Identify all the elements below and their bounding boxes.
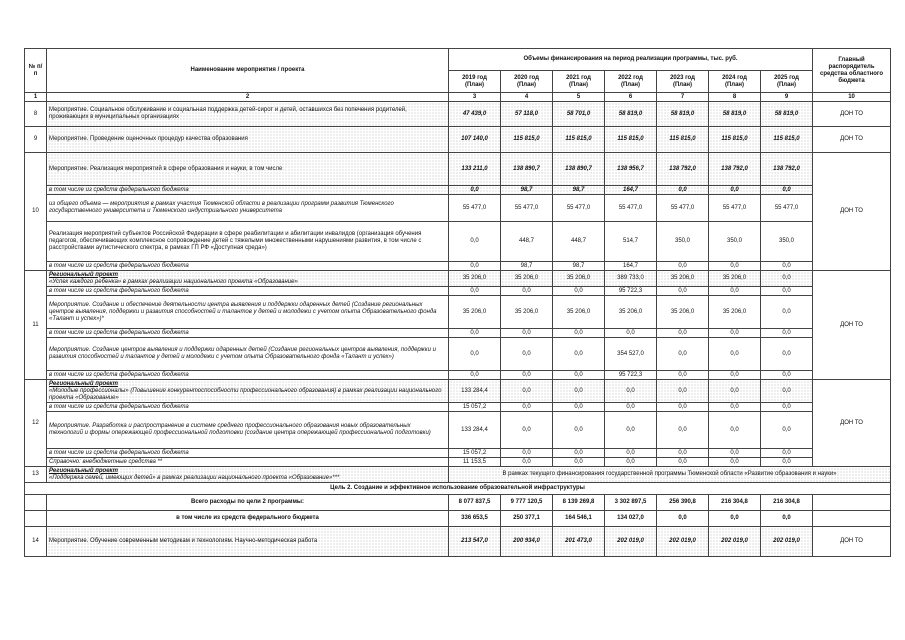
project-text: «Успех каждого ребенка» в рамках реализации национального проекта «Образование»	[49, 278, 298, 285]
value-2024: 0,0	[709, 371, 761, 380]
value-2021: 0,0	[553, 458, 605, 467]
value-2020: 0,0	[501, 287, 553, 296]
header-manager: Главный распорядитель средства областного бюджета	[813, 49, 891, 93]
col-number: 6	[605, 93, 657, 102]
value-2020: 448,7	[501, 222, 553, 262]
value-2024: 138 792,0	[709, 153, 761, 186]
value-2025: 0,0	[761, 287, 813, 296]
value-2021: 0,0	[553, 412, 605, 449]
table-row	[25, 271, 891, 287]
row-text: в том числе из средств федерального бюджета	[47, 449, 449, 458]
value-2024: 216 304,8	[709, 495, 761, 511]
value-2019: 107 140,0	[449, 127, 501, 153]
value-2019: 0,0	[449, 329, 501, 338]
value-2024: 0,0	[709, 380, 761, 403]
header-year-2023: 2023 год (План)	[657, 71, 709, 93]
value-2023: 350,0	[657, 222, 709, 262]
table-row	[25, 102, 891, 127]
value-2022: 95 722,3	[605, 287, 657, 296]
value-2024: 35 206,0	[709, 271, 761, 287]
table-row	[25, 412, 891, 449]
value-2024: 0,0	[709, 287, 761, 296]
value-2021: 8 139 269,8	[553, 495, 605, 511]
value-2021: 115 815,0	[553, 127, 605, 153]
table-row	[25, 127, 891, 153]
value-2019: 11 153,5	[449, 458, 501, 467]
row-text: в том числе из средств федерального бюджета	[47, 403, 449, 412]
value-2025: 0,0	[761, 412, 813, 449]
manager-cell: ДОН ТО	[813, 127, 891, 153]
value-2019: 8 077 837,5	[449, 495, 501, 511]
value-2020: 9 777 120,5	[501, 495, 553, 511]
value-2025: 0,0	[761, 296, 813, 329]
value-2023: 0,0	[657, 371, 709, 380]
project-text: «Молодые профессионалы» (Повышение конкурентоспособности профессионального образования) в рамках реализации национального проекта «Образование»	[49, 387, 442, 401]
total-row	[25, 495, 891, 511]
value-2025: 202 019,0	[761, 527, 813, 557]
value-2020: 138 890,7	[501, 153, 553, 186]
value-2023: 0,0	[657, 511, 709, 527]
col-number: 7	[657, 93, 709, 102]
value-2019: 0,0	[449, 338, 501, 371]
table-row	[25, 329, 891, 338]
header-year-2020: 2020 год (План)	[501, 71, 553, 93]
row-text: из общего объема — мероприятия в рамках участия Тюменской области в реализации программ развития Тюменского государственного университета и Тюменского индустриального университета	[47, 195, 449, 222]
value-2021: 98,7	[553, 186, 605, 195]
table-row	[25, 338, 891, 371]
row-number: 10	[25, 153, 47, 271]
project-title: Региональный проект	[49, 467, 118, 474]
value-2024: 0,0	[709, 403, 761, 412]
value-2021: 0,0	[553, 329, 605, 338]
value-2022: 134 027,0	[605, 511, 657, 527]
project-title: Региональный проект	[49, 380, 118, 387]
value-2023: 256 390,8	[657, 495, 709, 511]
row-number: 11	[25, 271, 47, 380]
col-number: 10	[813, 93, 891, 102]
table-row	[25, 222, 891, 262]
value-2025: 350,0	[761, 222, 813, 262]
value-2020: 250 377,1	[501, 511, 553, 527]
value-2020: 0,0	[501, 329, 553, 338]
value-2025: 0,0	[761, 449, 813, 458]
value-2024: 58 819,0	[709, 102, 761, 127]
value-2025: 216 304,8	[761, 495, 813, 511]
value-2022: 3 302 897,5	[605, 495, 657, 511]
row-text: Мероприятие. Проведение оценочных процедур качества образования	[47, 127, 449, 153]
value-2022: 354 527,0	[605, 338, 657, 371]
value-2025: 0,0	[761, 511, 813, 527]
table-row	[25, 195, 891, 222]
value-2021: 0,0	[553, 449, 605, 458]
header-num: № п/п	[25, 49, 47, 93]
value-2023: 35 206,0	[657, 296, 709, 329]
empty-cell	[813, 495, 891, 511]
value-2025: 0,0	[761, 380, 813, 403]
value-2024: 0,0	[709, 511, 761, 527]
value-2023: 0,0	[657, 262, 709, 271]
value-2020: 0,0	[501, 371, 553, 380]
col-number: 8	[709, 93, 761, 102]
row-text: Мероприятие. Разработка и распространение в системе среднего профессионального образования новых образовательных технологий и формы опережающей профессиональной подготовки (создание центра опережающей профессиональной подготовки)	[47, 412, 449, 449]
value-2023: 138 792,0	[657, 153, 709, 186]
row-text	[47, 380, 449, 403]
value-2023: 0,0	[657, 338, 709, 371]
row-text	[47, 467, 449, 483]
value-2022: 164,7	[605, 262, 657, 271]
value-2019: 15 057,2	[449, 403, 501, 412]
value-2019: 0,0	[449, 287, 501, 296]
table-row	[25, 449, 891, 458]
value-2019: 133 284,4	[449, 412, 501, 449]
row-text: в том числе из средств федерального бюджета	[47, 371, 449, 380]
value-2025: 0,0	[761, 338, 813, 371]
empty-cell	[25, 495, 47, 511]
value-2022: 0,0	[605, 403, 657, 412]
value-2021: 35 206,0	[553, 271, 605, 287]
value-2022: 202 019,0	[605, 527, 657, 557]
goal-title: Цель 2. Создание и эффективное использование образовательной инфраструктуры	[25, 483, 891, 495]
value-2024: 0,0	[709, 449, 761, 458]
value-2021: 55 477,0	[553, 195, 605, 222]
value-2023: 0,0	[657, 412, 709, 449]
value-2022: 0,0	[605, 412, 657, 449]
col-number: 9	[761, 93, 813, 102]
value-2024: 350,0	[709, 222, 761, 262]
value-2025: 58 819,0	[761, 102, 813, 127]
value-2023: 35 206,0	[657, 271, 709, 287]
value-2023: 0,0	[657, 380, 709, 403]
value-2022: 0,0	[605, 449, 657, 458]
value-2022: 35 206,0	[605, 296, 657, 329]
row-text: Мероприятие. Создание центров выявления и поддержки одаренных детей (Создание региональных центров выявления, поддержки и развития способностей и талантов у детей и молодежи с учетом опыта Образовательного фонда «Талант и успех»)	[47, 338, 449, 371]
value-2020: 98,7	[501, 186, 553, 195]
value-2019: 55 477,0	[449, 195, 501, 222]
value-2022: 164,7	[605, 186, 657, 195]
value-2025: 115 815,0	[761, 127, 813, 153]
value-2024: 55 477,0	[709, 195, 761, 222]
value-2020: 0,0	[501, 403, 553, 412]
value-2020: 0,0	[501, 458, 553, 467]
goal-row	[25, 483, 891, 495]
manager-cell: ДОН ТО	[813, 380, 891, 467]
value-2025: 138 792,0	[761, 153, 813, 186]
column-number-row	[25, 93, 891, 102]
value-2023: 0,0	[657, 458, 709, 467]
value-2024: 0,0	[709, 262, 761, 271]
row-text: в том числе из средств федерального бюджета	[47, 262, 449, 271]
table-row	[25, 296, 891, 329]
value-2024: 0,0	[709, 412, 761, 449]
value-2023: 0,0	[657, 449, 709, 458]
table-row	[25, 153, 891, 186]
table-row	[25, 380, 891, 403]
row-number: 9	[25, 127, 47, 153]
row-text: Справочно: внебюджетные средства **	[47, 458, 449, 467]
value-2023: 0,0	[657, 403, 709, 412]
table-row	[25, 467, 891, 483]
row-text: Реализация мероприятий субъектов Российской Федерации в сфере реабилитации и абилитации инвалидов (организация обучения педагогов, обеспечивающих комплексное сопровождение детей с тяжелыми множественными нарушениями развития, в том числе с расстройствами аутистического спектра, в рамках ГП РФ «Доступная среда»)	[47, 222, 449, 262]
value-2025: 55 477,0	[761, 195, 813, 222]
row-text: в том числе из средств федерального бюджета	[47, 186, 449, 195]
row-number: 12	[25, 380, 47, 467]
col-number: 1	[25, 93, 47, 102]
value-2024: 115 815,0	[709, 127, 761, 153]
value-2023: 0,0	[657, 186, 709, 195]
value-2019: 47 439,0	[449, 102, 501, 127]
value-2021: 0,0	[553, 287, 605, 296]
value-2022: 58 819,0	[605, 102, 657, 127]
value-2022: 0,0	[605, 380, 657, 403]
col-number: 3	[449, 93, 501, 102]
value-2023: 202 019,0	[657, 527, 709, 557]
value-2020: 0,0	[501, 380, 553, 403]
value-2019: 213 547,0	[449, 527, 501, 557]
value-2024: 35 206,0	[709, 296, 761, 329]
row-number: 8	[25, 102, 47, 127]
value-2020: 35 206,0	[501, 271, 553, 287]
table-row	[25, 262, 891, 271]
value-2019: 15 057,2	[449, 449, 501, 458]
manager-cell: ДОН ТО	[813, 153, 891, 271]
col-number: 5	[553, 93, 605, 102]
merged-funding-note: В рамках текущего финансирования государственной программы Тюменской области «Развитие образования и науки»	[449, 467, 891, 483]
header-year-2019: 2019 год (План)	[449, 71, 501, 93]
value-2020: 98,7	[501, 262, 553, 271]
manager-cell: ДОН ТО	[813, 271, 891, 380]
value-2021: 448,7	[553, 222, 605, 262]
value-2024: 0,0	[709, 329, 761, 338]
header-year-2025: 2025 год (План)	[761, 71, 813, 93]
value-2020: 0,0	[501, 449, 553, 458]
row-number: 14	[25, 527, 47, 557]
value-2025: 0,0	[761, 458, 813, 467]
value-2022: 389 733,0	[605, 271, 657, 287]
value-2020: 0,0	[501, 338, 553, 371]
value-2019: 35 206,0	[449, 296, 501, 329]
value-2022: 0,0	[605, 329, 657, 338]
value-2019: 0,0	[449, 186, 501, 195]
value-2023: 58 819,0	[657, 102, 709, 127]
value-2021: 138 890,7	[553, 153, 605, 186]
value-2023: 0,0	[657, 287, 709, 296]
value-2020: 200 934,0	[501, 527, 553, 557]
value-2021: 164 546,1	[553, 511, 605, 527]
table-row	[25, 458, 891, 467]
row-text: Мероприятие. Социальное обслуживание и социальная поддержка детей-сирот и детей, оставшихся без попечения родителей, проживающих в муниципальных организациях	[47, 102, 449, 127]
value-2021: 58 701,0	[553, 102, 605, 127]
value-2025: 0,0	[761, 403, 813, 412]
value-2021: 0,0	[553, 403, 605, 412]
value-2019: 133 211,0	[449, 153, 501, 186]
value-2024: 0,0	[709, 458, 761, 467]
table-row	[25, 287, 891, 296]
project-text: «Поддержка семей, имеющих детей» в рамках реализации национального проекта «Образование»***	[49, 474, 340, 481]
value-2020: 115 815,0	[501, 127, 553, 153]
value-2021: 0,0	[553, 371, 605, 380]
value-2025: 0,0	[761, 262, 813, 271]
row-text: Мероприятие. Создание и обеспечение деятельности центра выявления и поддержки одаренных детей (Создание региональных центров выявления, поддержки и развития способностей и талантов у детей и молодежи с учетом опыта Образовательного фонда «Талант и успех»)*	[47, 296, 449, 329]
table-row	[25, 403, 891, 412]
value-2020: 0,0	[501, 412, 553, 449]
value-2019: 336 653,5	[449, 511, 501, 527]
value-2025: 0,0	[761, 186, 813, 195]
total-label: Всего расходы по цели 2 программы:	[47, 495, 449, 511]
row-text: в том числе из средств федерального бюджета	[47, 287, 449, 296]
table-row	[25, 371, 891, 380]
row-text: Мероприятие. Реализация мероприятий в сфере образования и науки, в том числе	[47, 153, 449, 186]
value-2023: 115 815,0	[657, 127, 709, 153]
value-2019: 0,0	[449, 371, 501, 380]
value-2019: 133 284,4	[449, 380, 501, 403]
row-text: в том числе из средств федерального бюджета	[47, 329, 449, 338]
financing-table-sheet	[24, 48, 890, 557]
row-text	[47, 271, 449, 287]
value-2023: 55 477,0	[657, 195, 709, 222]
value-2025: 0,0	[761, 371, 813, 380]
value-2024: 202 019,0	[709, 527, 761, 557]
value-2019: 0,0	[449, 262, 501, 271]
project-title: Региональный проект	[49, 271, 118, 278]
value-2024: 0,0	[709, 186, 761, 195]
header-funding: Объемы финансирования на период реализации программы, тыс. руб.	[449, 49, 813, 71]
manager-cell: ДОН ТО	[813, 102, 891, 127]
header-year-2021: 2021 год (План)	[553, 71, 605, 93]
header-name: Наименование мероприятия / проекта	[47, 49, 449, 93]
value-2021: 98,7	[553, 262, 605, 271]
header-year-2024: 2024 год (План)	[709, 71, 761, 93]
value-2020: 35 206,0	[501, 296, 553, 329]
value-2022: 0,0	[605, 458, 657, 467]
empty-cell	[25, 511, 47, 527]
value-2022: 138 956,7	[605, 153, 657, 186]
table-row	[25, 527, 891, 557]
col-number: 4	[501, 93, 553, 102]
value-2021: 0,0	[553, 338, 605, 371]
table-row	[25, 186, 891, 195]
value-2019: 0,0	[449, 222, 501, 262]
value-2020: 55 477,0	[501, 195, 553, 222]
total-row	[25, 511, 891, 527]
value-2019: 35 206,0	[449, 271, 501, 287]
value-2022: 514,7	[605, 222, 657, 262]
value-2022: 95 722,3	[605, 371, 657, 380]
manager-cell: ДОН ТО	[813, 527, 891, 557]
value-2024: 0,0	[709, 338, 761, 371]
value-2025: 0,0	[761, 271, 813, 287]
value-2025: 0,0	[761, 329, 813, 338]
row-number: 13	[25, 467, 47, 483]
financing-table	[24, 48, 891, 557]
value-2023: 0,0	[657, 329, 709, 338]
empty-cell	[813, 511, 891, 527]
value-2021: 35 206,0	[553, 296, 605, 329]
header-year-2022: 2022 год (План)	[605, 71, 657, 93]
value-2022: 115 815,0	[605, 127, 657, 153]
value-2022: 55 477,0	[605, 195, 657, 222]
value-2020: 57 118,0	[501, 102, 553, 127]
value-2021: 201 473,0	[553, 527, 605, 557]
total-fed-label: в том числе из средств федерального бюджета	[47, 511, 449, 527]
col-number: 2	[47, 93, 449, 102]
value-2021: 0,0	[553, 380, 605, 403]
row-text: Мероприятие. Обучение современным методикам и технологиям. Научно-методическая работа	[47, 527, 449, 557]
